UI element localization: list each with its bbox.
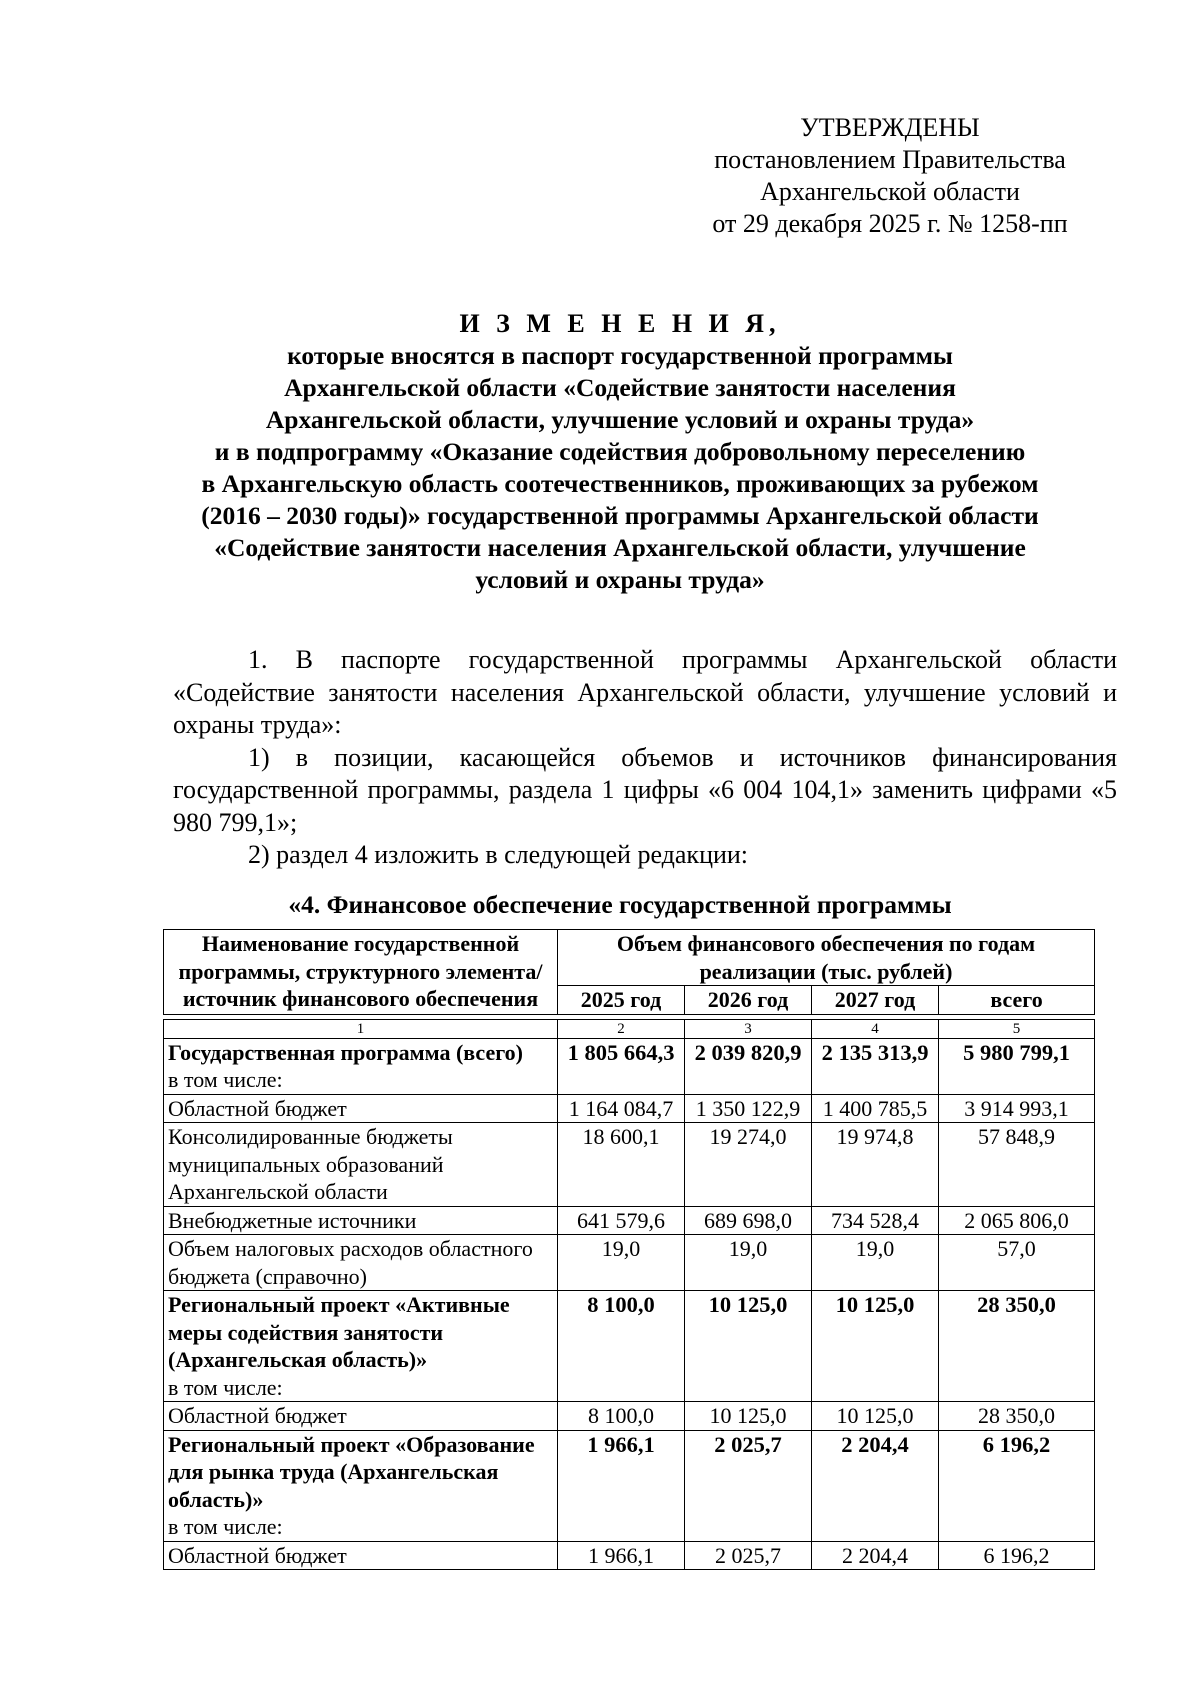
row-subtitle: в том числе: [168, 1374, 283, 1400]
table-row [164, 1402, 1095, 1431]
table-row [164, 1541, 1095, 1570]
cell-total: 57 848,9 [939, 1123, 1095, 1207]
cell-2026: 10 125,0 [685, 1402, 812, 1431]
row-subtitle: в том числе: [168, 1514, 283, 1539]
row-name: Внебюджетные источники [164, 1206, 558, 1235]
paragraph-3: 2) раздел 4 изложить в следующей редакции: [248, 840, 749, 869]
approval-line-1: УТВЕРЖДЕНЫ [800, 113, 980, 142]
title-line: Архангельской области «Содействие занятости населения [284, 373, 956, 402]
section-title: «4. Финансовое обеспечение государственной программы [288, 890, 952, 919]
cell-2025: 1 966,1 [558, 1430, 685, 1541]
column-number: 4 [812, 1019, 939, 1038]
header-2027: 2027 год [812, 986, 939, 1015]
row-name: Государственная программа (всего) [168, 1039, 523, 1065]
cell-2025: 1 966,1 [558, 1541, 685, 1570]
row-name: Региональный проект «Активные меры содействия занятости (Архангельская область)» [168, 1292, 510, 1372]
title-line: в Архангельскую область соотечественников, проживающих за рубежом [201, 469, 1039, 498]
cell-2026: 2 025,7 [685, 1541, 812, 1570]
approval-line-2: постановлением Правительства [714, 145, 1066, 174]
header-name: Наименование государственной программы, структурного элемента/ источник финансового обеспечения [164, 930, 558, 1015]
column-number: 3 [685, 1019, 812, 1038]
cell-2025: 18 600,1 [558, 1123, 685, 1207]
cell-2025: 1 164 084,7 [558, 1094, 685, 1123]
cell-2025: 1 805 664,3 [558, 1038, 685, 1094]
financing-table [163, 929, 1095, 1570]
cell-2026: 2 025,7 [685, 1430, 812, 1541]
cell-2027: 2 204,4 [812, 1430, 939, 1541]
title-line: Архангельской области, улучшение условий и охраны труда» [265, 405, 975, 434]
table-header-row [164, 930, 1095, 986]
approval-stamp [690, 112, 1090, 240]
cell-2027: 19 974,8 [812, 1123, 939, 1207]
column-number: 1 [164, 1019, 558, 1038]
cell-2026: 19,0 [685, 1235, 812, 1291]
title-line: «Содействие занятости населения Архангельской области, улучшение [214, 533, 1026, 562]
table-row [164, 1094, 1095, 1123]
cell-total: 28 350,0 [939, 1291, 1095, 1402]
paragraph-1: 1. В паспорте государственной программы Архангельской области «Содействие занятости населения Архангельской области, улучшение условий и охраны труда»: [173, 645, 1117, 739]
cell-total: 57,0 [939, 1235, 1095, 1291]
table-row [164, 1206, 1095, 1235]
cell-2026: 19 274,0 [685, 1123, 812, 1207]
row-name: Региональный проект «Образование для рынка труда (Архангельская область)» [168, 1431, 535, 1512]
approval-line-3: Архангельской области [760, 177, 1020, 206]
table-row [164, 1235, 1095, 1291]
cell-2027: 19,0 [812, 1235, 939, 1291]
cell-2027: 1 400 785,5 [812, 1094, 939, 1123]
row-subtitle: в том числе: [168, 1067, 283, 1092]
cell-2025: 8 100,0 [558, 1402, 685, 1431]
cell-2025: 19,0 [558, 1235, 685, 1291]
cell-total: 5 980 799,1 [939, 1038, 1095, 1094]
column-numbers-row [164, 1019, 1095, 1038]
row-name: Консолидированные бюджеты муниципальных образований Архангельской области [164, 1123, 558, 1207]
cell-total: 6 196,2 [939, 1430, 1095, 1541]
approval-line-4: от 29 декабря 2025 г. № 1258-пп [712, 209, 1068, 238]
cell-2026: 689 698,0 [685, 1206, 812, 1235]
cell-2025: 641 579,6 [558, 1206, 685, 1235]
cell-2026: 1 350 122,9 [685, 1094, 812, 1123]
table-row [164, 1038, 1095, 1094]
cell-total: 3 914 993,1 [939, 1094, 1095, 1123]
column-number: 5 [939, 1019, 1095, 1038]
header-total: всего [939, 986, 1095, 1015]
paragraph-2: 1) в позиции, касающейся объемов и источников финансирования государственной программы, раздела 1 цифры «6 004 104,1» заменить цифрами «5 980 799,1»; [173, 742, 1117, 837]
cell-2026: 10 125,0 [685, 1291, 812, 1402]
cell-2027: 10 125,0 [812, 1402, 939, 1431]
row-name: Областной бюджет [164, 1402, 558, 1431]
title-line: (2016 – 2030 годы)» государственной программы Архангельской области [201, 501, 1039, 530]
table-row [164, 1430, 1095, 1541]
cell-total: 6 196,2 [939, 1541, 1095, 1570]
header-volume: Объем финансового обеспечения по годам реализации (тыс. рублей) [558, 930, 1095, 986]
table-row [164, 1123, 1095, 1207]
cell-2027: 734 528,4 [812, 1206, 939, 1235]
header-2026: 2026 год [685, 986, 812, 1015]
cell-2025: 8 100,0 [558, 1291, 685, 1402]
cell-2027: 10 125,0 [812, 1291, 939, 1402]
cell-total: 28 350,0 [939, 1402, 1095, 1431]
document-title [160, 308, 1080, 596]
column-number: 2 [558, 1019, 685, 1038]
title-line: которые вносятся в паспорт государственной программы [287, 341, 953, 370]
header-2025: 2025 год [558, 986, 685, 1015]
row-name: Областной бюджет [164, 1541, 558, 1570]
cell-total: 2 065 806,0 [939, 1206, 1095, 1235]
title-line: и в подпрограмму «Оказание содействия добровольному переселению [214, 437, 1026, 466]
cell-2027: 2 204,4 [812, 1541, 939, 1570]
table-row [164, 1291, 1095, 1402]
body-text [173, 644, 1117, 872]
title-heading: И З М Е Н Е Н И Я, [459, 309, 781, 338]
cell-2027: 2 135 313,9 [812, 1038, 939, 1094]
row-name: Областной бюджет [164, 1094, 558, 1123]
title-line: условий и охраны труда» [475, 565, 765, 594]
row-name: Объем налоговых расходов областного бюджета (справочно) [164, 1235, 558, 1291]
cell-2026: 2 039 820,9 [685, 1038, 812, 1094]
